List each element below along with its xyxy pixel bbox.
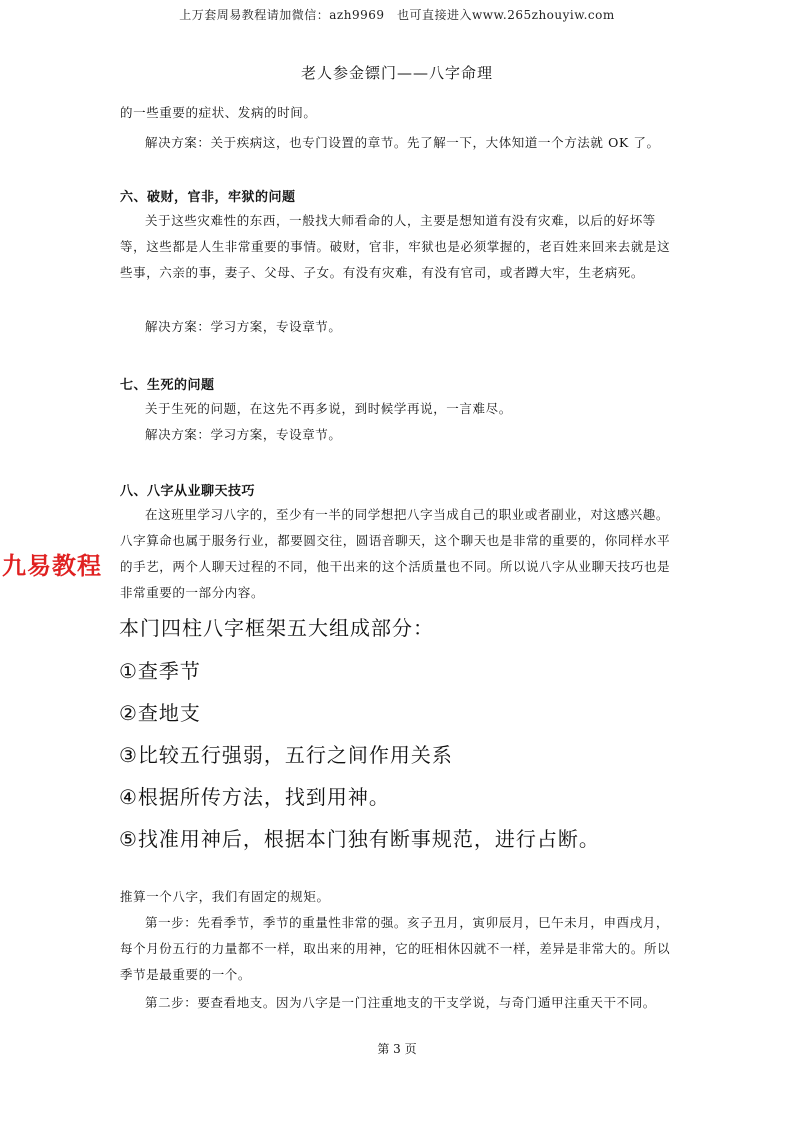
method-step-1: 第一步：先看季节，季节的重量性非常的强。亥子丑月，寅卯辰月，巳午未月，申酉戌月，每个月份五行的力量都不一样，取出来的用神，它的旺相休囚就不一样，差异是非常大的。所以季节是最重要的一个。: [120, 915, 671, 982]
document-title: 老人参金镖门——八字命理: [300, 64, 493, 82]
method-intro: 推算一个八字，我们有固定的规矩。: [120, 889, 330, 904]
section-8-heading: 八、八字从业聊天技巧: [120, 484, 256, 499]
section-6-heading: 六、破财，官非，牢狱的问题: [120, 190, 296, 205]
section-7-paragraph: 关于生死的问题，在这先不再多说，到时候学再说，一言难尽。: [145, 401, 512, 416]
section-7-solution: 解决方案：学习方案，专设章节。: [145, 427, 342, 442]
page-number: 第 3 页: [377, 1042, 417, 1056]
section-6-solution: 解决方案：学习方案，专设章节。: [145, 319, 342, 334]
framework-item: ③比较五行强弱，五行之间作用关系: [119, 743, 453, 767]
intro-text: 的一些重要的症状、发病的时间。: [120, 105, 317, 120]
framework-title: 本门四柱八字框架五大组成部分：: [119, 616, 434, 640]
header-notice: 上万套周易教程请加微信：azh9969 也可直接进入www.265zhouyiw.com: [179, 8, 615, 22]
framework-item: ⑤找准用神后，根据本门独有断事规范，进行占断。: [119, 827, 600, 851]
watermark-logo: 九易教程: [2, 552, 102, 580]
section-8-paragraph: 在这班里学习八字的，至少有一半的同学想把八字当成自己的职业或者副业，对这感兴趣。八字算命也属于服务行业，都要圆交往，圆语音聊天，这个聊天也是非常的重要的，你同样水平的手艺，两个人聊天过程的不同，他干出来的这个活质量也不同。所以说八字从业聊天技巧也是非常重要的一部分内容。: [120, 507, 671, 600]
section-7-heading: 七、生死的问题: [120, 378, 215, 393]
method-step-2: 第二步：要查看地支。因为八字是一门注重地支的干支学说，与奇门遁甲注重天干不同。: [145, 995, 656, 1010]
framework-item: ②查地支: [119, 701, 201, 725]
section-6-paragraph: 关于这些灾难性的东西，一般找大师看命的人，主要是想知道有没有灾难，以后的好坏等等，这些都是人生非常重要的事情。破财，官非，牢狱也是必须掌握的，老百姓来回来去就是这些事，六亲的事，妻子、父母、子女。有没有灾难，有没有官司，或者蹲大牢，生老病死。: [120, 213, 671, 280]
framework-item: ①查季节: [119, 659, 201, 683]
framework-item: ④根据所传方法，找到用神。: [119, 785, 390, 809]
intro-solution: 解决方案：关于疾病这，也专门设置的章节。先了解一下，大体知道一个方法就 OK 了。: [145, 135, 660, 150]
